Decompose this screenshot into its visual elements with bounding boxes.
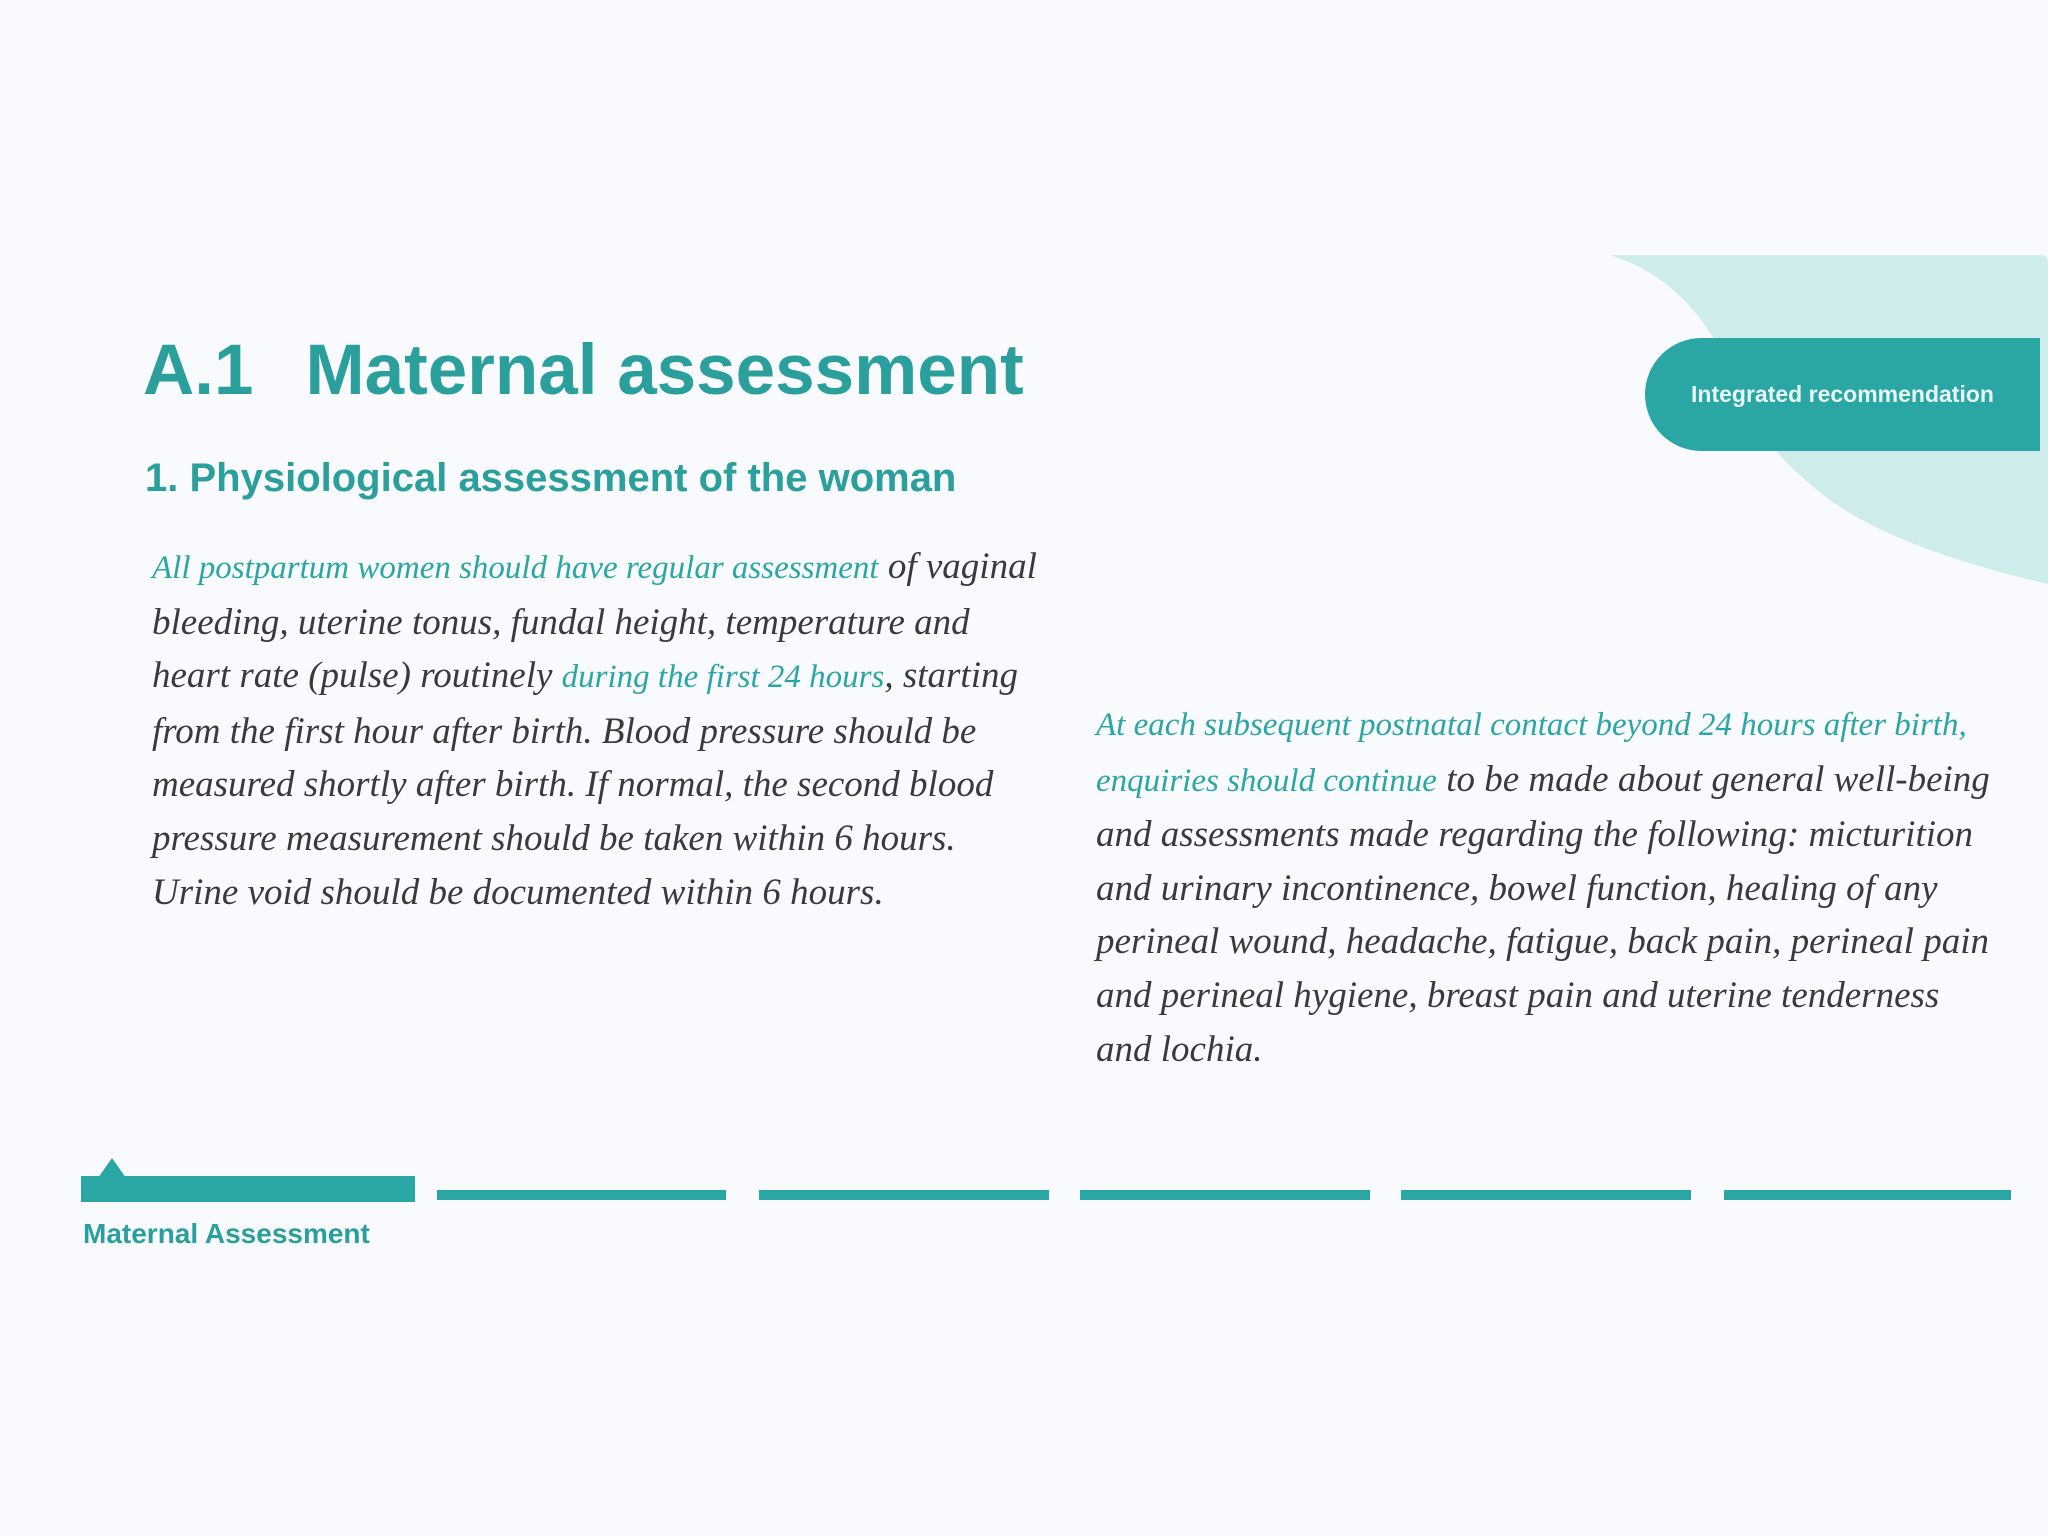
left-recommendation-text (152, 540, 1042, 919)
progress-segment[interactable] (759, 1190, 1049, 1200)
highlight-text: At each subsequent postnatal contact beyond 24 hours after birth, enquiries should continue (1096, 707, 1967, 799)
progress-active-label: Maternal Assessment (83, 1218, 370, 1249)
section-subtitle: 1. Physiological assessment of the woman (145, 456, 957, 500)
body-text: , starting from the first hour after birth. Blood pressure should be measured shortly after birth. If normal, the second blood pressure measurement should be taken within 6 hours. Urine void should be documented within 6 hours. (152, 655, 1018, 913)
body-text: to be made about general well-being and assessments made regarding the following: micturition and urinary incontinence, bowel function, healing of any perineal wound, headache, fatigue, back pain, perineal pain and perineal hygiene, breast pain and uterine tenderness and lochia. (1096, 758, 1990, 1070)
page-title (143, 330, 1024, 411)
section-title: Maternal assessment (305, 331, 1024, 410)
highlight-text: during the first 24 hours (561, 659, 885, 696)
body-text: of vaginal bleeding, uterine tonus, fundal height, temperature and heart rate (pulse) routinely (152, 546, 1037, 697)
section-number: A.1 (143, 331, 254, 410)
integrated-recommendation-badge: Integrated recommendation (1645, 338, 2040, 451)
progress-segment-active[interactable] (81, 1176, 415, 1202)
progress-segment[interactable] (1080, 1190, 1370, 1200)
progress-segment[interactable] (437, 1190, 726, 1200)
progress-segment[interactable] (1724, 1190, 2011, 1200)
right-recommendation-text (1096, 697, 1996, 1076)
highlight-text: All postpartum women should have regular assessment (152, 550, 879, 586)
progress-segment[interactable] (1401, 1190, 1691, 1200)
active-step-indicator-icon (98, 1158, 126, 1178)
